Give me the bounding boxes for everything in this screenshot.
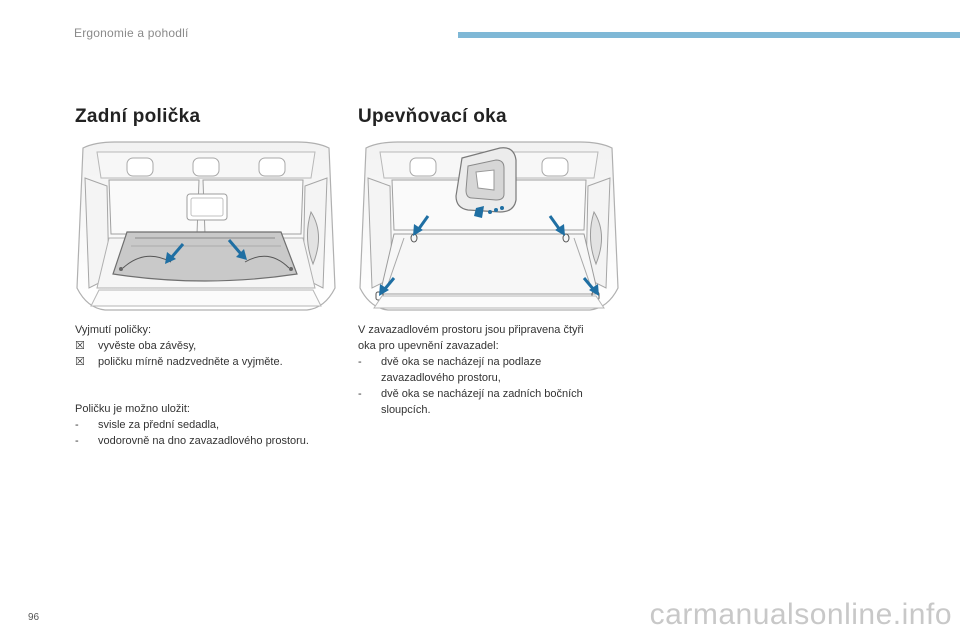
lashing-eyes-intro-line: oka pro upevnění zavazadel: [358, 340, 499, 352]
heading-rear-shelf: Zadní polička [75, 106, 201, 127]
list-item [358, 354, 630, 386]
lashing-eyes-intro-line: V zavazadlovém prostoru jsou připravena čtyři [358, 324, 584, 336]
list-item-text: vodorovně na dno zavazadlového prostoru. [98, 435, 309, 447]
watermark: carmanualsonline.info [649, 598, 952, 631]
shelf-removal-instructions [75, 322, 345, 370]
list-item [358, 386, 630, 418]
rear-parcel-shelf-illustration [75, 138, 337, 314]
list-item-line: zavazadlového prostoru, [381, 372, 501, 384]
list-item-line: dvě oka se nacházejí na zadních bočních [381, 388, 583, 400]
list-item [75, 417, 355, 433]
shelf-storage-instructions [75, 401, 355, 449]
list-item [75, 433, 355, 449]
list-item [75, 354, 345, 370]
list-item-text [381, 386, 583, 418]
lashing-eyes-illustration [358, 138, 620, 314]
dash-marker: - [358, 356, 362, 368]
checkbox-marker: ☒ [75, 356, 85, 368]
list-item-text: svisle za přední sedadla, [98, 419, 220, 431]
shelf-storage-intro: Poličku je možno uložit: [75, 403, 190, 415]
list-item-line: dvě oka se nacházejí na podlaze [381, 356, 542, 368]
section-accent-bar [458, 32, 960, 38]
lashing-eyes-description [358, 322, 630, 418]
list-item-text: vyvěste oba závěsy, [98, 340, 197, 352]
heading-lashing-eyes: Upevňovací oka [358, 106, 507, 127]
shelf-removal-intro: Vyjmutí poličky: [75, 324, 152, 336]
page-number: 96 [28, 612, 40, 623]
list-item-line: sloupcích. [381, 404, 431, 416]
dash-marker: - [75, 435, 79, 447]
section-title: Ergonomie a pohodlí [74, 26, 189, 40]
dash-marker: - [75, 419, 79, 431]
checkbox-marker: ☒ [75, 340, 85, 352]
list-item-text [381, 354, 541, 386]
dash-marker: - [358, 388, 362, 400]
list-item-text: poličku mírně nadzvedněte a vyjměte. [98, 356, 283, 368]
list-item [75, 338, 345, 354]
